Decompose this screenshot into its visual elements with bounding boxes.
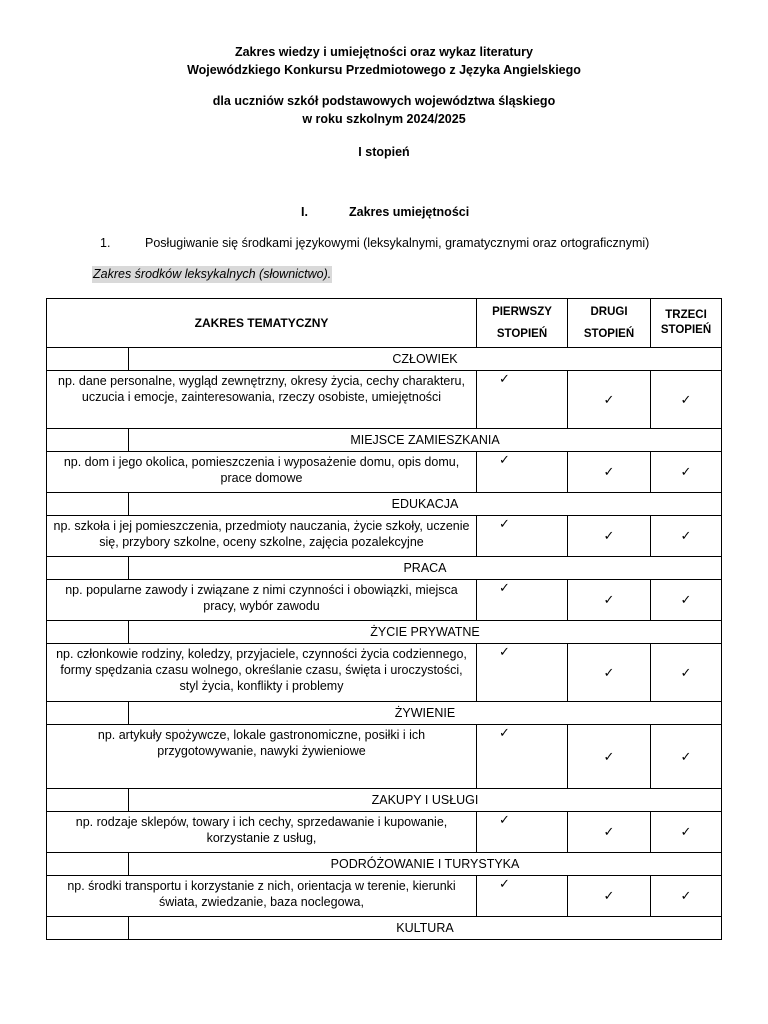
check-first-stage: ✓ [477, 371, 568, 429]
title-line-2: Wojewódzkiego Konkursu Przedmiotowego z Języka Angielskiego [187, 63, 581, 77]
category-row [47, 853, 722, 876]
topic-description: np. członkowie rodziny, koledzy, przyjaciele, czynności życia codziennego, formy spędzania czasu wolnego, określanie czasu, święta i uroczystości, styl życia, konflikty i problemy [47, 644, 477, 702]
subtitle-line-2: w roku szkolnym 2024/2025 [302, 112, 466, 126]
category-row [47, 557, 722, 580]
category-row [47, 702, 722, 725]
check-second-stage: ✓ [568, 725, 651, 789]
category-row [47, 429, 722, 452]
category-label: MIEJSCE ZAMIESZKANIA [129, 429, 722, 452]
document-title [0, 43, 768, 79]
category-row [47, 621, 722, 644]
check-second-stage: ✓ [568, 812, 651, 853]
topic-row [47, 725, 722, 789]
check-first-stage: ✓ [477, 812, 568, 853]
check-second-stage: ✓ [568, 516, 651, 557]
check-first-stage: ✓ [477, 644, 568, 702]
category-row [47, 348, 722, 371]
topic-description: np. szkoła i jej pomieszczenia, przedmioty nauczania, życie szkoły, uczenie się, przybory szkolne, oceny szkolne, zajęcia pozalekcyjne [47, 516, 477, 557]
check-first-stage: ✓ [477, 452, 568, 493]
check-third-stage: ✓ [651, 580, 722, 621]
check-third-stage: ✓ [651, 725, 722, 789]
check-first-stage: ✓ [477, 516, 568, 557]
section-title: Zakres umiejętności [349, 205, 470, 219]
stage-heading: I stopień [358, 145, 410, 159]
topic-row [47, 516, 722, 557]
category-label: ŻYWIENIE [129, 702, 722, 725]
topic-description: np. popularne zawody i związane z nimi czynności i obowiązki, miejsca pracy, wybór zawodu [47, 580, 477, 621]
topic-description: np. środki transportu i korzystanie z nich, orientacja w terenie, kierunki świata, zwiedzanie, baza noclegowa, [47, 876, 477, 917]
document-subtitle [0, 92, 768, 128]
subsection-text: Posługiwanie się środkami językowymi (leksykalnymi, gramatycznymi oraz ortograficznymi) [145, 236, 650, 250]
check-third-stage: ✓ [651, 371, 722, 429]
check-first-stage: ✓ [477, 725, 568, 789]
header-third-stage: TRZECI STOPIEŃ [651, 299, 722, 348]
topic-row [47, 452, 722, 493]
check-first-stage: ✓ [477, 580, 568, 621]
subtitle-line-1: dla uczniów szkół podstawowych województwa śląskiego [212, 94, 556, 108]
topic-row [47, 812, 722, 853]
topic-row [47, 644, 722, 702]
check-third-stage: ✓ [651, 812, 722, 853]
topics-table [46, 298, 722, 940]
category-row [47, 789, 722, 812]
topic-row [47, 876, 722, 917]
category-label: EDUKACJA [129, 493, 722, 516]
check-second-stage: ✓ [568, 452, 651, 493]
check-second-stage: ✓ [568, 371, 651, 429]
highlighted-note: Zakres środków leksykalnych (słownictwo). [93, 267, 332, 281]
table-header-row [47, 299, 722, 348]
header-second-stage: DRUGI STOPIEŃ [568, 299, 651, 348]
check-third-stage: ✓ [651, 644, 722, 702]
header-topic: ZAKRES TEMATYCZNY [47, 299, 477, 348]
check-second-stage: ✓ [568, 876, 651, 917]
check-third-stage: ✓ [651, 876, 722, 917]
section-number: I. [301, 205, 308, 219]
topic-description: np. dom i jego okolica, pomieszczenia i wyposażenie domu, opis domu, prace domowe [47, 452, 477, 493]
header-first-stage: PIERWSZY STOPIEŃ [477, 299, 568, 348]
category-label: KULTURA [129, 917, 722, 940]
category-label: PRACA [129, 557, 722, 580]
check-third-stage: ✓ [651, 452, 722, 493]
category-label: ŻYCIE PRYWATNE [129, 621, 722, 644]
subsection-number: 1. [100, 236, 111, 250]
topic-description: np. dane personalne, wygląd zewnętrzny, okresy życia, cechy charakteru, uczucia i emocje, zainteresowania, rzeczy osobiste, umiejętności [47, 371, 477, 429]
category-label: ZAKUPY I USŁUGI [129, 789, 722, 812]
title-line-1: Zakres wiedzy i umiejętności oraz wykaz literatury [234, 45, 534, 59]
check-first-stage: ✓ [477, 876, 568, 917]
topic-row [47, 371, 722, 429]
check-second-stage: ✓ [568, 644, 651, 702]
check-second-stage: ✓ [568, 580, 651, 621]
category-label: PODRÓŻOWANIE I TURYSTYKA [129, 853, 722, 876]
topic-row [47, 580, 722, 621]
category-row [47, 493, 722, 516]
topic-description: np. artykuły spożywcze, lokale gastronomiczne, posiłki i ich przygotowywanie, nawyki żywieniowe [47, 725, 477, 789]
topic-description: np. rodzaje sklepów, towary i ich cechy, sprzedawanie i kupowanie, korzystanie z usług, [47, 812, 477, 853]
category-label: CZŁOWIEK [129, 348, 722, 371]
check-third-stage: ✓ [651, 516, 722, 557]
category-row [47, 917, 722, 940]
